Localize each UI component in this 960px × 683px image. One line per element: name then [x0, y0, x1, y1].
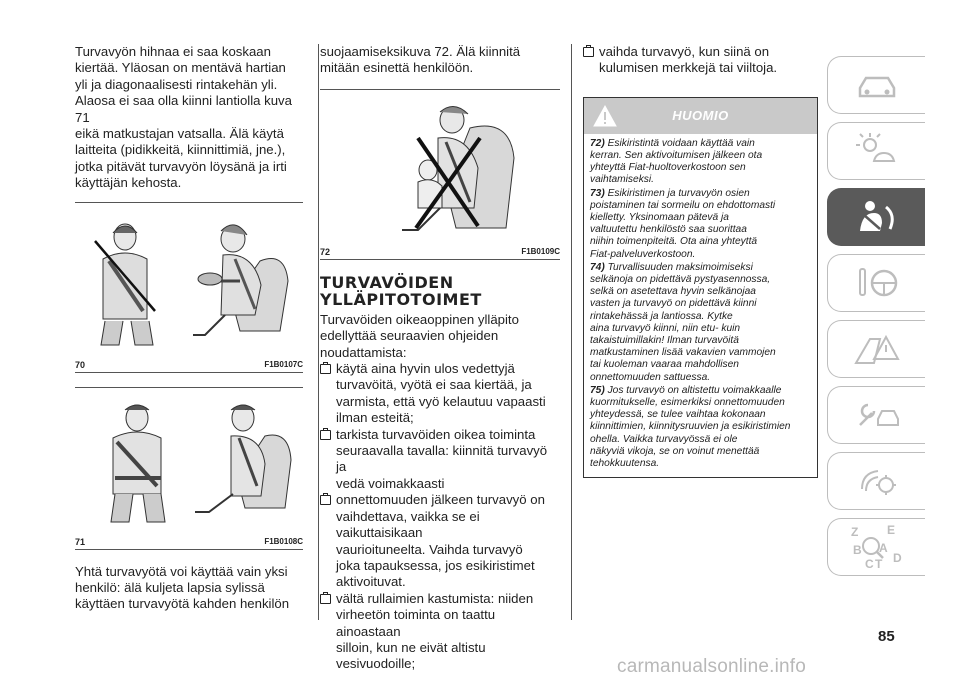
figure-caption	[75, 360, 303, 373]
note-text: Esikiristintä voidaan käyttää vain kerran. Sen aktivoitumisen jälkeen ota yhteyttä Fiat-huoltoverkostoon sen vaihtamiseksi.	[590, 137, 763, 186]
list-item	[583, 44, 818, 77]
index-letter: A	[878, 541, 888, 555]
figure-70	[75, 202, 303, 373]
warning-triangle-icon	[592, 104, 618, 133]
warning-note	[590, 385, 812, 470]
note-number: 74)	[590, 261, 605, 273]
list-item-text: tarkista turvavöiden oikea toiminta seuraavalla tavalla: kiinnitä turvavyö ja vedä voimakkaasti	[336, 426, 548, 491]
bullet-icon	[320, 594, 331, 604]
warning-note	[590, 262, 812, 384]
tab-media-settings-icon[interactable]	[827, 452, 925, 510]
index-letter: D	[892, 551, 902, 565]
note-text: Esikiristimen ja turvavyön osien poistaminen tai sormeilu on ehdottomasti kielletty. Yksinomaan pätevä ja valtuutettu henkilöstö saa suorittaa niihin toimenpiteitä. Ota aina yhteyttä Fiat-palveluverkostoon.	[590, 187, 776, 260]
note-number: 75)	[590, 384, 605, 396]
column-divider	[571, 44, 572, 620]
warning-header	[584, 98, 817, 134]
figure-72	[320, 89, 560, 260]
list-item	[320, 427, 560, 493]
list-item	[320, 361, 560, 427]
tab-road-warning-icon[interactable]	[827, 320, 925, 378]
list-item	[320, 591, 560, 673]
body-paragraph: suojaamiseksikuva 72. Älä kiinnitä mitään esinettä henkilöön.	[320, 44, 521, 76]
warning-title: HUOMIO	[672, 108, 729, 124]
note-number: 72)	[590, 137, 605, 149]
index-letter: Z	[850, 525, 858, 539]
bullet-icon	[320, 430, 331, 440]
index-letter: E	[886, 523, 895, 537]
figure-caption	[75, 537, 303, 550]
figure-number: 72	[320, 246, 331, 257]
figure-70-illustration	[75, 211, 303, 356]
warning-note	[590, 138, 812, 187]
list-item-text: vaihda turvavyö, kun siinä on kulumisen merkkejä tai viiltoja.	[599, 44, 778, 76]
body-paragraph: Turvavyön hihnaa ei saa koskaan kiertää. Yläosan on mentävä hartian yli ja diagonaalisesti rintakehän yli. Alaosa ei saa olla kiinni lantiolla kuva 71 eikä matkustajan vatsalla. Älä käytä laitteita (pidikkeitä, kiinnittimiä, jne.), jotka pitävät turvavyön löysänä ja irti käyttäjän kehosta.	[75, 44, 292, 191]
tab-index-letters-icon[interactable]	[827, 518, 925, 576]
list-item-text: vältä rullaimien kastumista: niiden virheetön toiminta on taattu ainoastaan silloin, kun ne eivät altistu vesivuodoille;	[336, 590, 534, 672]
note-text: Turvallisuuden maksimoimiseksi selkänoja on pidettävä pystyasennossa, selkä on asetettava hyvin selkänojaa vasten ja turvavyö on pidettävä kiinni rintakehässä ja lantiossa. Kytke aina turvavyö kiinni, niin etu- kuin takaistuimillakin! Ilman turvavöitä matkustaminen lisää vakavien vammojen tai kuoleman vaaraa mahdollisen onnettomuuden sattuessa.	[590, 261, 776, 383]
figure-number: 71	[75, 536, 86, 547]
index-letter: B	[852, 543, 862, 557]
figure-caption	[320, 247, 560, 260]
figure-number: 70	[75, 359, 86, 370]
bullet-icon	[320, 495, 331, 505]
figure-72-illustration	[320, 98, 560, 243]
figure-71-illustration	[75, 396, 303, 533]
bullet-icon	[583, 47, 594, 57]
column-divider	[318, 44, 319, 620]
body-paragraph: Turvavöiden oikeaoppinen ylläpito edellyttää seuraavien ohjeiden noudattamista:	[320, 311, 519, 360]
list-item	[320, 492, 560, 590]
page-number: 85	[878, 628, 895, 645]
figure-code: F1B0108C	[264, 536, 303, 546]
tab-tools-car-icon[interactable]	[827, 386, 925, 444]
tab-seatbelt-airbag-icon[interactable]	[827, 188, 925, 246]
body-paragraph: Yhtä turvavyötä voi käyttää vain yksi henkilö: älä kuljeta lapsia sylissä käyttäen turvavyötä kahden henkilön	[75, 563, 290, 612]
list-item-text: onnettomuuden jälkeen turvavyö on vaihdettava, vaikka se ei vaikuttaisikaan vaurioituneelta. Vaihda turvavyö joka tapauksessa, jos esikiristimet aktivoituvat.	[336, 492, 545, 590]
tab-car-icon[interactable]	[827, 56, 925, 114]
index-letter: C	[864, 557, 874, 571]
note-text: Jos turvavyö on altistettu voimakkaalle kuormitukselle, esimerkiksi onnettomuuden yhteydessä, se tulee vaihtaa kokonaan kiinnittimien, kiinnitysruuvien ja esikiristimien ohella. Vaikka turvavyössä ei ole näkyviä vikoja, se on voinut menettää tehokkuutensa.	[590, 384, 791, 470]
column-2	[320, 44, 560, 673]
figure-code: F1B0109C	[521, 246, 560, 256]
figure-code: F1B0107C	[264, 359, 303, 369]
warning-note	[590, 188, 812, 261]
index-letter: T	[874, 557, 882, 571]
list-item-text: käytä aina hyvin ulos vedettyjä turvavöitä, vyötä ei saa kiertää, ja varmista, että vyö kelautuu vapaasti ilman esteitä;	[336, 361, 546, 426]
column-1	[75, 44, 303, 613]
column-3	[583, 44, 818, 478]
tab-weather-lights-icon[interactable]	[827, 122, 925, 180]
watermark: carmanualsonline.info	[617, 656, 807, 677]
figure-71	[75, 387, 303, 550]
bullet-icon	[320, 364, 331, 374]
section-heading: TURVAVÖIDEN YLLÄPITOTOIMET	[320, 272, 482, 309]
warning-box	[583, 97, 818, 478]
tab-key-steering-icon[interactable]	[827, 254, 925, 312]
warning-body	[584, 134, 817, 477]
chapter-tabs	[827, 56, 925, 584]
note-number: 73)	[590, 187, 605, 199]
